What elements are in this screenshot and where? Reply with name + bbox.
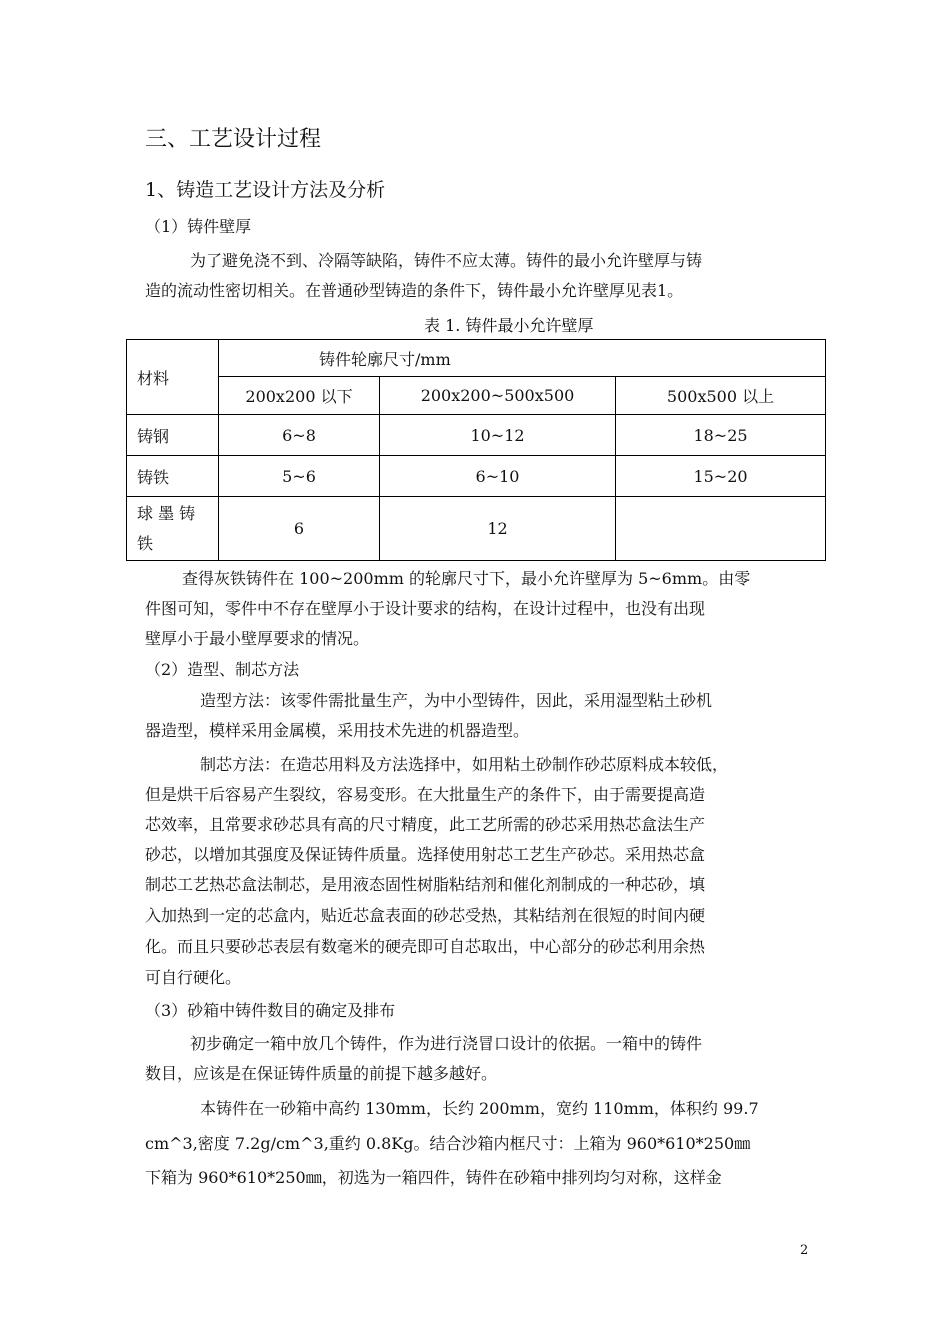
subsection-heading: 1、铸造工艺设计方法及分析 (145, 179, 386, 201)
section-heading: 三、工艺设计过程 (145, 127, 322, 152)
table-cell (616, 497, 826, 561)
paragraph-line: 查得灰铁铸件在 100~200mm 的轮廓尺寸下，最小允许壁厚为 5~6mm。由零 (182, 569, 751, 588)
table-caption: 表 1. 铸件最小允许壁厚 (424, 316, 594, 335)
table-header-material: 材料 (127, 340, 219, 415)
table-cell: 6~8 (219, 415, 380, 456)
paragraph-line: 器造型，模样采用金属模，采用技术先进的机器造型。 (145, 721, 530, 740)
paragraph-line: 制芯工艺热芯盒法制芯，是用液态固性树脂粘结剂和催化剂制成的一种芯砂，填 (145, 875, 706, 894)
paragraph-line: cm^3,密度 7.2g/cm^3,重约 0.8Kg。结合沙箱内框尺寸：上箱为 960*610*250㎜ (145, 1134, 751, 1153)
table-cell-material-line: 铁 (137, 533, 154, 553)
paragraph-line: 造型方法：该零件需批量生产，为中小型铸件，因此，采用湿型粘土砂机 (200, 691, 713, 710)
paragraph-line: 芯效率，且常要求砂芯具有高的尺寸精度，此工艺所需的砂芯采用热芯盒法生产 (145, 815, 706, 834)
table-cell: 18~25 (616, 415, 826, 456)
item-heading-3: （3）砂箱中铸件数目的确定及排布 (145, 1001, 396, 1020)
paragraph-line: 可自行硬化。 (145, 968, 242, 987)
table-row (127, 497, 826, 561)
table-header-dimension: 铸件轮廓尺寸/mm (219, 340, 826, 377)
paragraph-line: 砂芯，以增加其强度及保证铸件质量。选择使用射芯工艺生产砂芯。采用热芯盒 (145, 845, 706, 864)
item-heading-2: （2）造型、制芯方法 (145, 660, 300, 679)
table-row (127, 415, 826, 456)
table-cell: 15~20 (616, 456, 826, 497)
paragraph-line: 制芯方法：在造芯用料及方法选择中，如用粘土砂制作砂芯原料成本较低， (200, 755, 729, 774)
paragraph-line: 初步确定一箱中放几个铸件，作为进行浇冒口设计的依据。一箱中的铸件 (190, 1034, 703, 1053)
wall-thickness-table (126, 339, 826, 561)
table-cell-material (127, 497, 219, 561)
paragraph-line: 化。而且只要砂芯表层有数毫米的硬壳即可自芯取出，中心部分的砂芯利用余热 (145, 937, 706, 956)
table-cell: 5~6 (219, 456, 380, 497)
table-column-header: 500x500 以上 (616, 377, 826, 415)
paragraph-line: 下箱为 960*610*250㎜，初选为一箱四件，铸件在砂箱中排列均匀对称，这样金 (145, 1168, 722, 1187)
table-cell: 12 (380, 497, 616, 561)
page-number: 2 (800, 1243, 809, 1258)
paragraph-line: 造的流动性密切相关。在普通砂型铸造的条件下，铸件最小允许壁厚见表1。 (145, 281, 684, 300)
item-heading-1: （1）铸件壁厚 (145, 217, 252, 236)
paragraph-line: 为了避免浇不到、冷隔等缺陷，铸件不应太薄。铸件的最小允许壁厚与铸 (190, 251, 703, 270)
paragraph-line: 件图可知，零件中不存在壁厚小于设计要求的结构，在设计过程中，也没有出现 (145, 599, 706, 618)
table-cell-material: 铸铁 (127, 456, 219, 497)
table-row (127, 456, 826, 497)
paragraph-line: 数目，应该是在保证铸件质量的前提下越多越好。 (145, 1064, 498, 1083)
table-column-header: 200x200~500x500 (380, 377, 616, 415)
table-cell: 10~12 (380, 415, 616, 456)
paragraph-line: 但是烘干后容易产生裂纹，容易变形。在大批量生产的条件下，由于需要提高造 (145, 785, 706, 804)
paragraph-line: 入加热到一定的芯盒内，贴近芯盒表面的砂芯受热，其粘结剂在很短的时间内硬 (145, 906, 706, 925)
paragraph-line: 本铸件在一砂箱中高约 130mm，长约 200mm，宽约 110mm，体积约 99.7 (200, 1099, 759, 1118)
paragraph-line: 壁厚小于最小壁厚要求的情况。 (145, 629, 370, 648)
table-cell: 6 (219, 497, 380, 561)
table-cell-material-line: 球 墨 铸 (137, 503, 196, 523)
table-column-header: 200x200 以下 (219, 377, 380, 415)
table-cell-material: 铸钢 (127, 415, 219, 456)
table-cell: 6~10 (380, 456, 616, 497)
